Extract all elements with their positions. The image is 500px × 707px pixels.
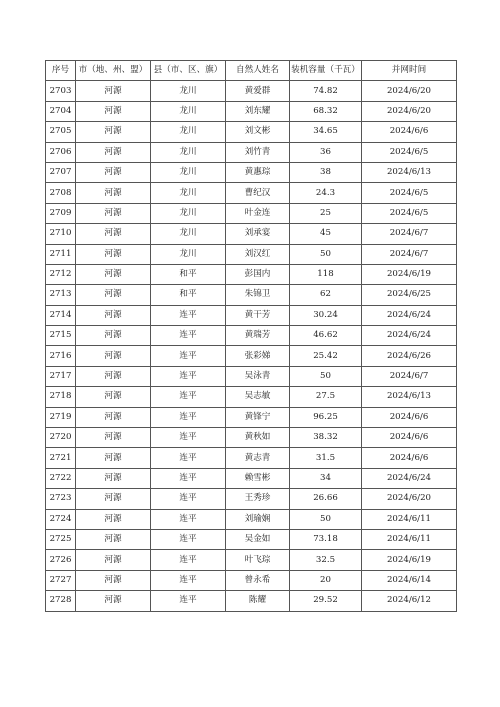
cell-city: 河源: [76, 591, 151, 611]
cell-capacity-kw: 68.32: [290, 101, 362, 121]
table-row: [46, 591, 457, 611]
cell-person-name: 彭国内: [226, 264, 290, 284]
cell-county: 连平: [151, 366, 226, 386]
cell-capacity-kw: 31.5: [290, 448, 362, 468]
cell-capacity-kw: 45: [290, 224, 362, 244]
cell-county: 龙川: [151, 142, 226, 162]
cell-county: 龙川: [151, 122, 226, 142]
table-row: [46, 509, 457, 529]
cell-grid-connection-date: 2024/6/19: [362, 264, 457, 284]
cell-capacity-kw: 118: [290, 264, 362, 284]
cell-city: 河源: [76, 101, 151, 121]
cell-grid-connection-date: 2024/6/6: [362, 448, 457, 468]
cell-serial-number: 2711: [46, 244, 76, 264]
cell-person-name: 陈耀: [226, 591, 290, 611]
cell-county: 连平: [151, 529, 226, 549]
cell-person-name: 叶飞琮: [226, 550, 290, 570]
cell-city: 河源: [76, 224, 151, 244]
table-row: [46, 468, 457, 488]
table-row: [46, 142, 457, 162]
table-row: [46, 326, 457, 346]
cell-city: 河源: [76, 285, 151, 305]
cell-serial-number: 2714: [46, 305, 76, 325]
cell-person-name: 曹纪汉: [226, 183, 290, 203]
cell-city: 河源: [76, 203, 151, 223]
cell-capacity-kw: 50: [290, 366, 362, 386]
cell-capacity-kw: 38.32: [290, 428, 362, 448]
cell-county: 连平: [151, 407, 226, 427]
cell-capacity-kw: 25.42: [290, 346, 362, 366]
cell-person-name: 黄干芳: [226, 305, 290, 325]
cell-city: 河源: [76, 122, 151, 142]
cell-capacity-kw: 32.5: [290, 550, 362, 570]
cell-serial-number: 2719: [46, 407, 76, 427]
cell-person-name: 刘东耀: [226, 101, 290, 121]
cell-serial-number: 2721: [46, 448, 76, 468]
table-header: [46, 61, 457, 81]
cell-serial-number: 2712: [46, 264, 76, 284]
cell-grid-connection-date: 2024/6/20: [362, 81, 457, 101]
table-row: [46, 366, 457, 386]
cell-capacity-kw: 73.18: [290, 529, 362, 549]
table-row: [46, 529, 457, 549]
cell-county: 连平: [151, 550, 226, 570]
cell-grid-connection-date: 2024/6/6: [362, 407, 457, 427]
table-row: [46, 101, 457, 121]
cell-grid-connection-date: 2024/6/20: [362, 101, 457, 121]
cell-city: 河源: [76, 529, 151, 549]
cell-city: 河源: [76, 407, 151, 427]
document-page: [45, 60, 456, 612]
cell-grid-connection-date: 2024/6/20: [362, 489, 457, 509]
cell-serial-number: 2723: [46, 489, 76, 509]
column-header-capacity-kw: 装机容量（千瓦）: [290, 61, 362, 81]
cell-grid-connection-date: 2024/6/24: [362, 305, 457, 325]
cell-county: 龙川: [151, 183, 226, 203]
cell-capacity-kw: 30.24: [290, 305, 362, 325]
cell-county: 龙川: [151, 244, 226, 264]
cell-county: 连平: [151, 591, 226, 611]
cell-serial-number: 2707: [46, 162, 76, 182]
table-row: [46, 162, 457, 182]
table-row: [46, 550, 457, 570]
cell-serial-number: 2725: [46, 529, 76, 549]
table-row: [46, 489, 457, 509]
cell-city: 河源: [76, 366, 151, 386]
cell-city: 河源: [76, 305, 151, 325]
cell-grid-connection-date: 2024/6/25: [362, 285, 457, 305]
column-header-serial-number: 序号: [46, 61, 76, 81]
cell-county: 连平: [151, 346, 226, 366]
cell-person-name: 刘瑜娴: [226, 509, 290, 529]
cell-county: 龙川: [151, 203, 226, 223]
cell-grid-connection-date: 2024/6/13: [362, 387, 457, 407]
cell-capacity-kw: 29.52: [290, 591, 362, 611]
cell-capacity-kw: 27.5: [290, 387, 362, 407]
cell-grid-connection-date: 2024/6/24: [362, 468, 457, 488]
cell-person-name: 黄秋如: [226, 428, 290, 448]
cell-grid-connection-date: 2024/6/6: [362, 428, 457, 448]
cell-serial-number: 2718: [46, 387, 76, 407]
column-header-city: 市（地、州、盟）: [76, 61, 151, 81]
table-row: [46, 264, 457, 284]
cell-person-name: 黄锋宁: [226, 407, 290, 427]
cell-grid-connection-date: 2024/6/5: [362, 142, 457, 162]
table-row: [46, 81, 457, 101]
cell-capacity-kw: 34: [290, 468, 362, 488]
cell-grid-connection-date: 2024/6/6: [362, 122, 457, 142]
cell-city: 河源: [76, 570, 151, 590]
cell-capacity-kw: 46.62: [290, 326, 362, 346]
cell-city: 河源: [76, 264, 151, 284]
cell-person-name: 吴志敏: [226, 387, 290, 407]
column-header-grid-connection-date: 并网时间: [362, 61, 457, 81]
cell-county: 连平: [151, 448, 226, 468]
cell-person-name: 王秀珍: [226, 489, 290, 509]
column-header-county: 县（市、区、旗）: [151, 61, 226, 81]
cell-city: 河源: [76, 244, 151, 264]
table-row: [46, 203, 457, 223]
cell-person-name: 刘汉红: [226, 244, 290, 264]
cell-serial-number: 2720: [46, 428, 76, 448]
cell-city: 河源: [76, 142, 151, 162]
cell-person-name: 黄瑞芳: [226, 326, 290, 346]
cell-person-name: 赖雪彬: [226, 468, 290, 488]
cell-city: 河源: [76, 81, 151, 101]
cell-grid-connection-date: 2024/6/12: [362, 591, 457, 611]
cell-county: 连平: [151, 570, 226, 590]
cell-capacity-kw: 36: [290, 142, 362, 162]
table-row: [46, 428, 457, 448]
cell-county: 龙川: [151, 162, 226, 182]
cell-grid-connection-date: 2024/6/5: [362, 183, 457, 203]
cell-city: 河源: [76, 326, 151, 346]
cell-grid-connection-date: 2024/6/11: [362, 509, 457, 529]
cell-grid-connection-date: 2024/6/24: [362, 326, 457, 346]
table-row: [46, 570, 457, 590]
cell-county: 龙川: [151, 81, 226, 101]
table-row: [46, 387, 457, 407]
cell-person-name: 刘竹青: [226, 142, 290, 162]
cell-serial-number: 2709: [46, 203, 76, 223]
cell-person-name: 叶金连: [226, 203, 290, 223]
cell-grid-connection-date: 2024/6/7: [362, 224, 457, 244]
cell-capacity-kw: 96.25: [290, 407, 362, 427]
cell-serial-number: 2728: [46, 591, 76, 611]
cell-serial-number: 2703: [46, 81, 76, 101]
cell-grid-connection-date: 2024/6/19: [362, 550, 457, 570]
cell-capacity-kw: 34.65: [290, 122, 362, 142]
cell-county: 和平: [151, 264, 226, 284]
cell-county: 连平: [151, 305, 226, 325]
cell-grid-connection-date: 2024/6/7: [362, 366, 457, 386]
table-row: [46, 183, 457, 203]
cell-serial-number: 2706: [46, 142, 76, 162]
cell-capacity-kw: 20: [290, 570, 362, 590]
cell-serial-number: 2715: [46, 326, 76, 346]
table-body: [46, 81, 457, 611]
cell-county: 和平: [151, 285, 226, 305]
cell-county: 连平: [151, 489, 226, 509]
cell-serial-number: 2713: [46, 285, 76, 305]
cell-city: 河源: [76, 387, 151, 407]
table-row: [46, 224, 457, 244]
table-row: [46, 244, 457, 264]
cell-capacity-kw: 50: [290, 244, 362, 264]
cell-person-name: 刘承宴: [226, 224, 290, 244]
cell-grid-connection-date: 2024/6/13: [362, 162, 457, 182]
table-row: [46, 448, 457, 468]
cell-serial-number: 2726: [46, 550, 76, 570]
cell-city: 河源: [76, 489, 151, 509]
cell-person-name: 曾永希: [226, 570, 290, 590]
cell-county: 龙川: [151, 224, 226, 244]
cell-city: 河源: [76, 162, 151, 182]
cell-serial-number: 2727: [46, 570, 76, 590]
cell-person-name: 刘文彬: [226, 122, 290, 142]
pv-installation-table: [45, 60, 457, 612]
header-row: [46, 61, 457, 81]
cell-grid-connection-date: 2024/6/5: [362, 203, 457, 223]
cell-county: 连平: [151, 468, 226, 488]
cell-county: 连平: [151, 387, 226, 407]
cell-serial-number: 2717: [46, 366, 76, 386]
cell-serial-number: 2708: [46, 183, 76, 203]
cell-county: 连平: [151, 509, 226, 529]
cell-serial-number: 2705: [46, 122, 76, 142]
table-row: [46, 407, 457, 427]
cell-capacity-kw: 62: [290, 285, 362, 305]
cell-serial-number: 2704: [46, 101, 76, 121]
cell-county: 连平: [151, 428, 226, 448]
cell-city: 河源: [76, 509, 151, 529]
cell-city: 河源: [76, 428, 151, 448]
cell-grid-connection-date: 2024/6/11: [362, 529, 457, 549]
cell-person-name: 黄志青: [226, 448, 290, 468]
cell-serial-number: 2722: [46, 468, 76, 488]
table-row: [46, 346, 457, 366]
cell-person-name: 朱锦卫: [226, 285, 290, 305]
cell-capacity-kw: 74.82: [290, 81, 362, 101]
cell-grid-connection-date: 2024/6/26: [362, 346, 457, 366]
cell-county: 龙川: [151, 101, 226, 121]
cell-serial-number: 2724: [46, 509, 76, 529]
table-row: [46, 285, 457, 305]
cell-capacity-kw: 26.66: [290, 489, 362, 509]
cell-capacity-kw: 25: [290, 203, 362, 223]
cell-city: 河源: [76, 183, 151, 203]
cell-person-name: 黄惠琮: [226, 162, 290, 182]
cell-person-name: 吴泳青: [226, 366, 290, 386]
cell-person-name: 吴金如: [226, 529, 290, 549]
table-row: [46, 305, 457, 325]
cell-city: 河源: [76, 346, 151, 366]
cell-city: 河源: [76, 448, 151, 468]
cell-capacity-kw: 24.3: [290, 183, 362, 203]
cell-city: 河源: [76, 468, 151, 488]
cell-serial-number: 2710: [46, 224, 76, 244]
column-header-person-name: 自然人姓名: [226, 61, 290, 81]
table-row: [46, 122, 457, 142]
cell-person-name: 张彩娣: [226, 346, 290, 366]
cell-county: 连平: [151, 326, 226, 346]
cell-grid-connection-date: 2024/6/14: [362, 570, 457, 590]
cell-person-name: 黄爱群: [226, 81, 290, 101]
cell-capacity-kw: 50: [290, 509, 362, 529]
cell-capacity-kw: 38: [290, 162, 362, 182]
cell-city: 河源: [76, 550, 151, 570]
cell-grid-connection-date: 2024/6/7: [362, 244, 457, 264]
cell-serial-number: 2716: [46, 346, 76, 366]
